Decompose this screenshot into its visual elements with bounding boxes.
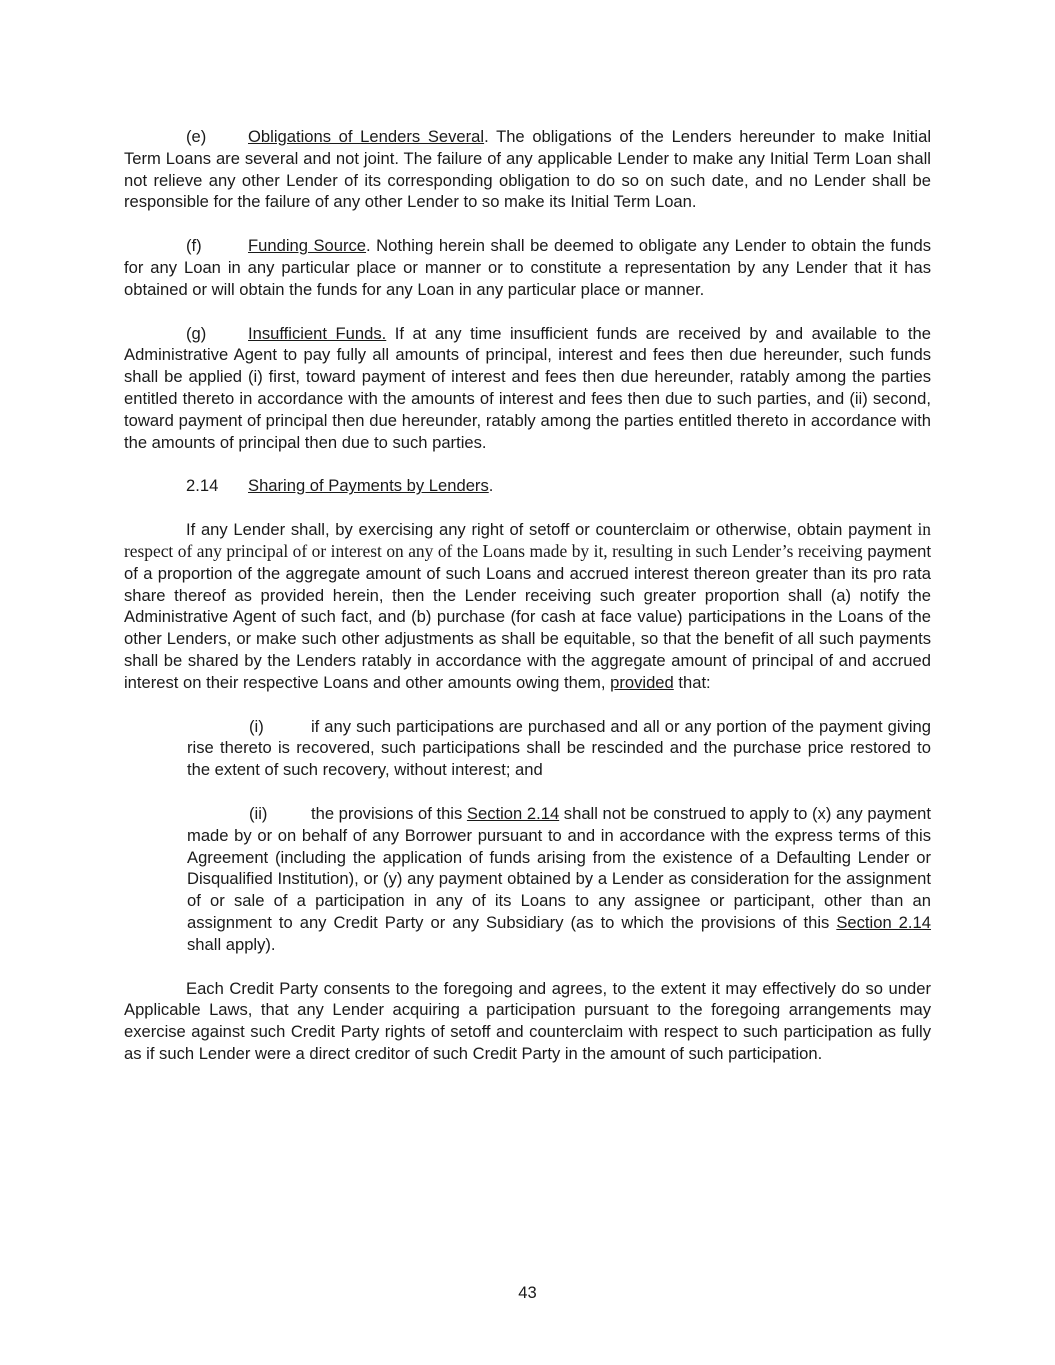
subclause-ii-text-before: the provisions of this	[311, 803, 467, 823]
section-reference-2: Section 2.14	[836, 912, 931, 932]
sharing-paragraph	[124, 519, 931, 693]
consent-paragraph	[124, 978, 931, 1065]
subclause-i-text-block	[187, 716, 931, 781]
subclause-i-label: (i)	[249, 716, 264, 736]
subclause-ii-label: (ii)	[249, 803, 268, 823]
paragraph-g-title: Insufficient Funds.	[248, 323, 387, 343]
document-body	[124, 126, 931, 1065]
page-number: 43	[518, 1283, 537, 1302]
sharing-text-before: If any Lender shall, by exercising any right of setoff or counterclaim or otherwise, obtain payment	[186, 520, 918, 540]
paragraph-f-label: (f)	[186, 236, 202, 256]
paragraph-g-label: (g)	[186, 323, 207, 343]
section-heading	[186, 475, 931, 497]
paragraph-f-text: . Nothing herein shall be deemed to obligate any Lender to obtain the funds for any Loan in any particular place or manner or to constitute a representation by any Lender that it has obtained or will obtain the funds for any Loan in any particular place or manner.	[124, 236, 931, 299]
subclause-ii-text-block	[187, 803, 931, 956]
paragraph-e-text: . The obligations of the Lenders hereunder to make Initial Term Loans are several and not joint. The failure of any applicable Lender to make any Initial Term Loan shall not relieve any other Lender of its corresponding obligation to do so on such date, and no Lender shall be responsible for the failure of any other Lender to so make its Initial Term Loan.	[124, 127, 931, 212]
provided-term: provided	[610, 672, 674, 692]
subclause-i	[187, 716, 931, 781]
sharing-text-end: that:	[673, 672, 711, 692]
paragraph-g-text: If at any time insufficient funds are received by and available to the Administrative Agent to pay fully all amounts of principal, interest and fees then due hereunder, such funds shall be applied (i) first, toward payment of interest and fees then due hereunder, ratably among the parties entitled thereto in accordance with the amounts of interest and fees then due to such parties, and (ii) second, toward payment of principal then due hereunder, ratably among the parties entitled thereto in accordance with the amounts of principal then due to such parties.	[124, 323, 931, 452]
sharing-text-serif: in respect of any principal of or interest on any of the Loans made by it, resulting in such Lender’s receiving	[124, 519, 931, 561]
paragraph-f-title: Funding Source	[248, 236, 367, 256]
section-number: 2.14	[186, 476, 219, 496]
subclause-i-text: if any such participations are purchased and all or any portion of the payment giving rise thereto is recovered, such participations shall be rescinded and the purchase price restored to the extent of such recovery, without interest; and	[187, 716, 931, 780]
subclause-ii-text-end: shall apply).	[187, 934, 276, 954]
paragraph-f	[124, 235, 931, 300]
subclause-ii	[187, 803, 931, 956]
section-reference-1: Section 2.14	[466, 803, 560, 823]
paragraph-g	[124, 323, 931, 454]
section-title: Sharing of Payments by Lenders	[248, 476, 489, 496]
subclause-ii-text-mid: shall not be construed to apply to (x) any payment made by or on behalf of any Borrower pursuant to and in accordance with the express terms of this Agreement (including the application of funds arising from the existence of a Defaulting Lender or Disqualified Institution), or (y) any payment obtained by a Lender as consideration for the assignment of or sale of a participation in any of its Loans to any assignee or participant, other than an assignment to any Credit Party or any Subsidiary (as to which the provisions of this	[187, 803, 931, 932]
consent-text: Each Credit Party consents to the foregoing and agrees, to the extent it may effectively do so under Applicable Laws, that any Lender acquiring a participation pursuant to the foregoing arrangements may exercise against such Credit Party rights of setoff and counterclaim with respect to such participation as fully as if such Lender were a direct creditor of such Credit Party in the amount of such participation.	[124, 978, 931, 1063]
paragraph-e	[124, 126, 931, 213]
paragraph-e-label: (e)	[186, 127, 207, 146]
section-title-suffix: .	[488, 476, 494, 496]
paragraph-e-title: Obligations of Lenders Several	[248, 127, 485, 146]
sharing-text-after: payment of a proportion of the aggregate amount of such Loans and accrued interest thereon greater than its pro rata share thereof as provided herein, then the Lender receiving such greater proportion shall (a) notify the Administrative Agent of such fact, and (b) purchase (for cash at face value) participations in the Loans of the other Lenders, or make such other adjustments as shall be equitable, so that the benefit of all such payments shall be shared by the Lenders ratably in accordance with the aggregate amount of principal of and accrued interest on their respective Loans and other amounts owing them,	[124, 541, 932, 692]
